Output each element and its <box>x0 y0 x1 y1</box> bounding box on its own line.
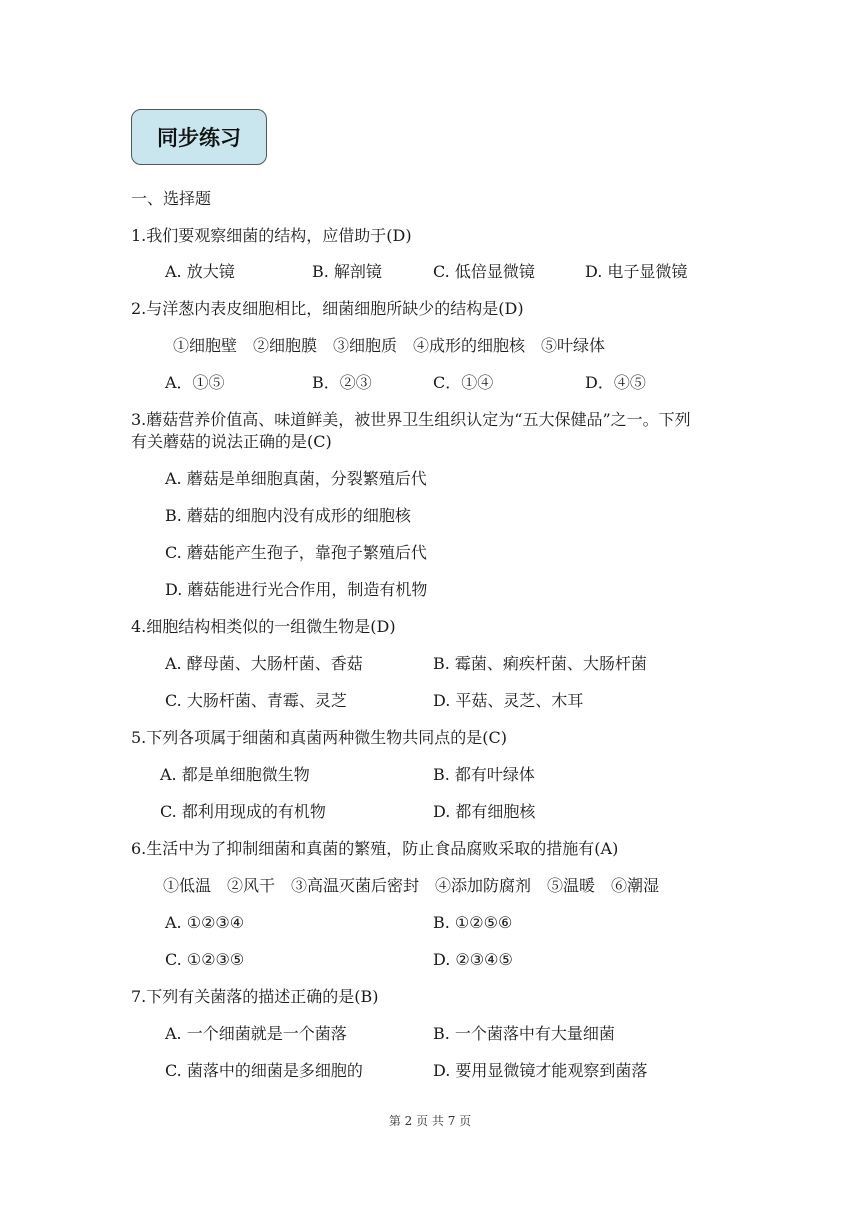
q2-option-b: B．②③ <box>312 373 372 392</box>
q4-option-c: C. 大肠杆菌、青霉、灵芝 <box>165 691 347 710</box>
q2-option-a: A．①⑤ <box>165 373 225 392</box>
question-6-stem: 6.生活中为了抑制细菌和真菌的繁殖，防止食品腐败采取的措施有(A) <box>131 839 619 858</box>
q6-option-b: B. ①②⑤⑥ <box>433 913 513 932</box>
q1-option-d: D. 电子显微镜 <box>585 262 688 281</box>
q2-note: ①细胞壁 ②细胞膜 ③细胞质 ④成形的细胞核 ⑤叶绿体 <box>173 336 606 355</box>
question-3-stem-cont: 有关蘑菇的说法正确的是(C) <box>131 432 332 451</box>
q4-option-b: B. 霉菌、痢疾杆菌、大肠杆菌 <box>433 654 647 673</box>
q7-option-d: D. 要用显微镜才能观察到菌落 <box>433 1061 648 1080</box>
q3-option-c: C. 蘑菇能产生孢子，靠孢子繁殖后代 <box>165 543 427 562</box>
q3-option-b: B. 蘑菇的细胞内没有成形的细胞核 <box>165 506 411 525</box>
question-3-stem: 3.蘑菇营养价值高、味道鲜美，被世界卫生组织认定为“五大保健品”之一。下列 <box>131 410 691 429</box>
q2-option-c: C．①④ <box>433 373 494 392</box>
q7-option-a: A. 一个细菌就是一个菌落 <box>165 1024 347 1043</box>
q4-option-a: A. 酵母菌、大肠杆菌、香菇 <box>165 654 363 673</box>
q7-option-b: B. 一个菌落中有大量细菌 <box>433 1024 615 1043</box>
question-2-stem: 2.与洋葱内表皮细胞相比，细菌细胞所缺少的结构是(D) <box>131 299 524 318</box>
q5-option-b: B. 都有叶绿体 <box>433 765 535 784</box>
question-4-stem: 4.细胞结构相类似的一组微生物是(D) <box>131 617 396 636</box>
q3-option-d: D. 蘑菇能进行光合作用，制造有机物 <box>165 580 428 599</box>
q5-option-a: A. 都是单细胞微生物 <box>160 765 310 784</box>
page-footer: 第 2 页 共 7 页 <box>388 1114 472 1128</box>
q3-option-a: A. 蘑菇是单细胞真菌，分裂繁殖后代 <box>165 469 427 488</box>
section-heading: 一、选择题 <box>131 189 212 208</box>
q6-note: ①低温 ②风干 ③高温灭菌后密封 ④添加防腐剂 ⑤温暖 ⑥潮湿 <box>163 876 660 895</box>
q6-option-d: D. ②③④⑤ <box>433 950 513 969</box>
q2-option-d: D．④⑤ <box>585 373 646 392</box>
q6-option-c: C. ①②③⑤ <box>165 950 245 969</box>
question-7-stem: 7.下列有关菌落的描述正确的是(B) <box>131 987 379 1006</box>
q1-option-c: C. 低倍显微镜 <box>433 262 535 281</box>
q5-option-c: C. 都利用现成的有机物 <box>160 802 326 821</box>
section-title-box <box>131 109 267 165</box>
q1-option-b: B. 解剖镜 <box>312 262 382 281</box>
q4-option-d: D. 平菇、灵芝、木耳 <box>433 691 584 710</box>
q1-option-a: A. 放大镜 <box>165 262 235 281</box>
page-title: 同步练习 <box>157 126 241 150</box>
question-5-stem: 5.下列各项属于细菌和真菌两种微生物共同点的是(C) <box>131 728 507 747</box>
question-1-stem: 1.我们要观察细菌的结构，应借助于(D) <box>131 226 412 245</box>
q7-option-c: C. 菌落中的细菌是多细胞的 <box>165 1061 363 1080</box>
q6-option-a: A. ①②③④ <box>165 913 245 932</box>
q5-option-d: D. 都有细胞核 <box>433 802 536 821</box>
